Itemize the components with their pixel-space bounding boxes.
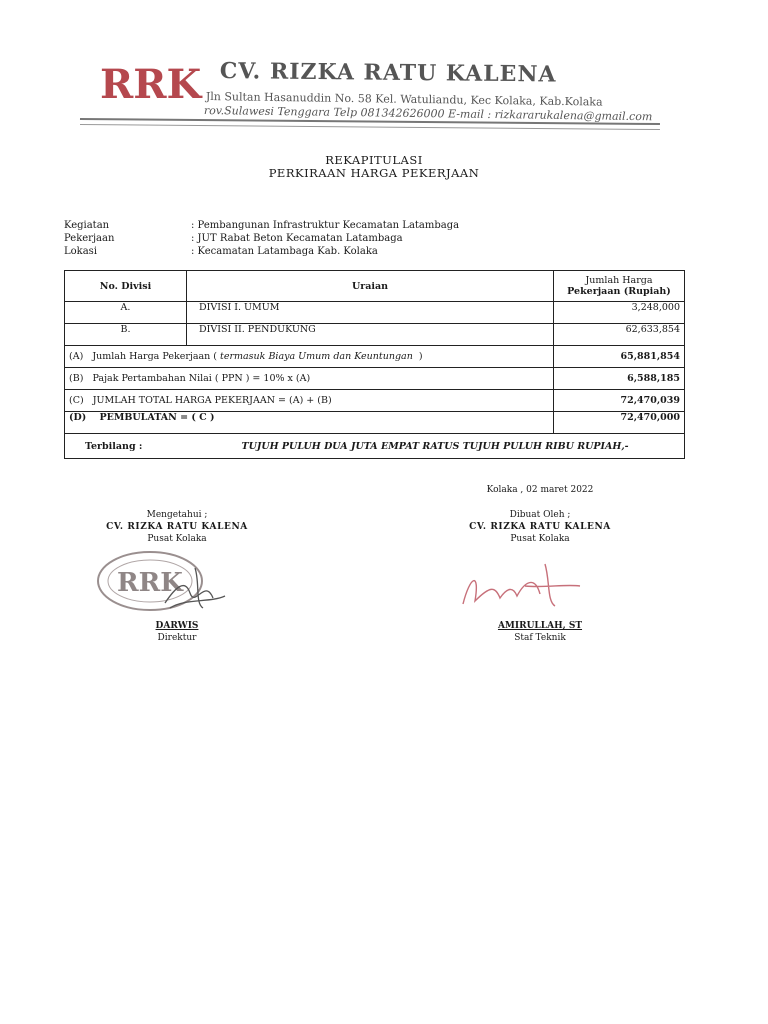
info-label-kegiatan: Kegiatan — [64, 220, 110, 231]
terbilang-value: TUJUH PULUH DUA JUTA EMPAT RATUS TUJUH PULUH RIBU RUPIAH,- — [187, 434, 685, 459]
summary-a-label — [65, 346, 554, 368]
right-sign-caption: Dibuat Oleh ; — [509, 510, 571, 520]
right-sign-title: Staf Teknik — [514, 633, 566, 643]
summary-a-prefix: (A) Jumlah Harga Pekerjaan ( — [69, 351, 221, 362]
table-row — [65, 302, 685, 324]
document-title: REKAPITULASI — [325, 153, 423, 167]
rekap-table — [64, 270, 685, 459]
left-sign-name: DARWIS — [155, 621, 199, 631]
info-label-pekerjaan: Pekerjaan — [64, 233, 115, 244]
summary-a-value: 65,881,854 — [554, 346, 685, 368]
table-row — [65, 324, 685, 346]
summary-d-value: 72,470,000 — [554, 412, 685, 434]
right-signature-scribble — [463, 564, 580, 606]
logo-text: RRK — [100, 61, 202, 108]
right-sign-branch: Pusat Kolaka — [510, 534, 570, 544]
row-b-value: 62,633,854 — [554, 324, 685, 346]
row-b-no: B. — [65, 324, 187, 346]
table-header-row — [65, 271, 685, 302]
header-jumlah — [554, 271, 685, 302]
terbilang-row — [65, 434, 685, 459]
place-date: Kolaka , 02 maret 2022 — [486, 485, 594, 495]
left-sign-branch: Pusat Kolaka — [147, 534, 207, 544]
company-address: Jln Sultan Hasanuddin No. 58 Kel. Watuliandu, Kec Kolaka, Kab.Kolaka — [205, 90, 603, 109]
row-a-uraian: DIVISI I. UMUM — [187, 302, 554, 324]
summary-c-value: 72,470,039 — [554, 390, 685, 412]
summary-row-b — [65, 368, 685, 390]
info-value-pekerjaan: : JUT Rabat Beton Kecamatan Latambaga — [191, 233, 403, 244]
summary-row-c — [65, 390, 685, 412]
document-subtitle: PERKIRAAN HARGA PEKERJAAN — [268, 166, 480, 180]
company-name: CV. RIZKA RATU KALENA — [219, 58, 557, 88]
header-jumlah-line2: Pekerjaan (Rupiah) — [567, 286, 671, 297]
left-sign-company: CV. RIZKA RATU KALENA — [106, 522, 248, 532]
summary-b-label: (B) Pajak Pertambahan Nilai ( PPN ) = 10% x (A) — [65, 368, 554, 390]
company-logo — [98, 58, 202, 110]
summary-c-label: (C) JUMLAH TOTAL HARGA PEKERJAAN = (A) + (B) — [65, 390, 554, 412]
row-a-value: 3,248,000 — [554, 302, 685, 324]
header-jumlah-line1: Jumlah Harga — [585, 275, 653, 286]
row-b-uraian: DIVISI II. PENDUKUNG — [187, 324, 554, 346]
terbilang-label: Terbilang : — [65, 434, 187, 459]
left-sign-caption: Mengetahui ; — [146, 510, 208, 520]
info-value-kegiatan: : Pembangunan Infrastruktur Kecamatan Latambaga — [191, 220, 460, 231]
summary-row-a — [65, 346, 685, 368]
summary-d-label: (D) PEMBULATAN = ( C ) — [65, 412, 554, 434]
summary-row-d — [65, 412, 685, 434]
summary-a-suffix: ) — [412, 351, 423, 362]
letterhead-divider-thin — [80, 124, 660, 130]
stamp-logo-text: RRK — [117, 568, 183, 598]
row-a-no: A. — [65, 302, 187, 324]
header-uraian: Uraian — [187, 271, 554, 302]
right-sign-company: CV. RIZKA RATU KALENA — [469, 522, 611, 532]
left-sign-title: Direktur — [157, 633, 197, 643]
right-signature — [455, 556, 585, 616]
info-label-lokasi: Lokasi — [64, 246, 98, 257]
info-value-lokasi: : Kecamatan Latambaga Kab. Kolaka — [191, 246, 378, 257]
summary-b-value: 6,588,185 — [554, 368, 685, 390]
right-sign-name: AMIRULLAH, ST — [497, 621, 583, 631]
company-stamp — [95, 548, 240, 618]
header-no-divisi: No. Divisi — [65, 271, 187, 302]
company-contact: rov.Sulawesi Tenggara Telp 081342626000 E-mail : rizkararukalena@gmail.com — [203, 104, 653, 124]
summary-a-italic: termasuk Biaya Umum dan Keuntungan — [220, 351, 413, 362]
